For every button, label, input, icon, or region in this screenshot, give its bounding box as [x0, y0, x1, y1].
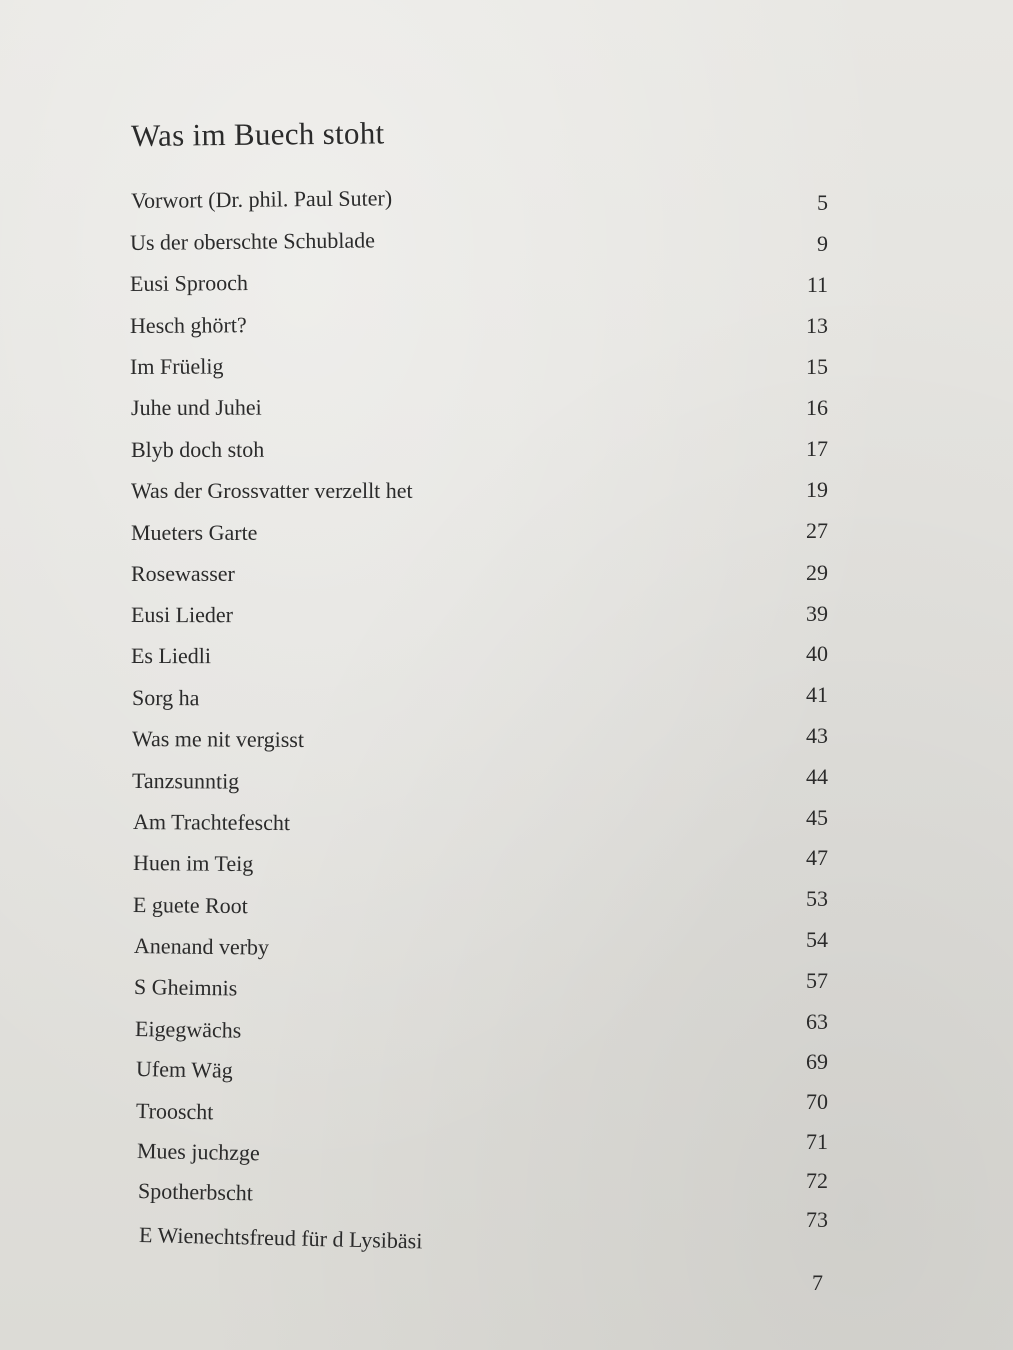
toc-entry-page: 40	[806, 641, 828, 666]
toc-entry-title: Tanzsunntig	[131, 768, 240, 794]
page-title: Was im Buech stoht	[130, 115, 385, 153]
toc-entry-title: Anenand verby	[133, 933, 270, 960]
toc-entry-page: 27	[806, 518, 828, 543]
toc-entry-page: 57	[806, 968, 828, 993]
toc-entry-title: Eusi Sprooch	[129, 269, 249, 296]
toc-entry-title: Was me nit vergisst	[131, 726, 305, 752]
toc-entry-page: 41	[806, 682, 828, 707]
toc-entry-title: S Gheimnis	[133, 974, 238, 1001]
toc-entry-title: Was der Grossvatter verzellt het	[131, 478, 413, 503]
toc-entry-page: 44	[806, 764, 828, 789]
toc-entry-title: Vorwort (Dr. phil. Paul Suter)	[130, 185, 393, 213]
toc-entry-title: Rosewasser	[131, 561, 235, 586]
toc-entry-page: 70	[806, 1089, 828, 1114]
toc-entry-page: 53	[806, 886, 828, 911]
toc-entry-page: 11	[806, 272, 828, 297]
toc-entry-page: 19	[806, 477, 828, 502]
toc-entry-page: 9	[817, 231, 828, 256]
toc-entry-title: Im Früelig	[129, 353, 224, 379]
toc-entry-title: Juhe und Juhei	[130, 394, 262, 420]
toc-entry-title: Trooscht	[135, 1098, 214, 1125]
page-number: 7	[812, 1270, 823, 1295]
toc-entry-title: Sorg ha	[131, 685, 200, 711]
toc-entry-page: 15	[806, 354, 828, 379]
toc-entry-title: Blyb doch stoh	[130, 436, 265, 462]
toc-entry-page: 39	[806, 601, 828, 626]
toc-entry-page: 73	[806, 1207, 828, 1232]
toc-entry-title: Mues juchzge	[136, 1138, 261, 1166]
toc-entry-title: Eigegwächs	[134, 1016, 242, 1043]
toc-entry-title: Ufem Wäg	[135, 1056, 233, 1083]
toc-entry-page: 69	[806, 1049, 828, 1074]
toc-entry-page: 29	[806, 560, 828, 585]
toc-entry-title: Spotherbscht	[137, 1178, 254, 1206]
toc-entry-title: Mueters Garte	[131, 520, 258, 545]
toc-entry-title: Eusi Lieder	[130, 602, 234, 628]
toc-entry-page: 5	[817, 190, 828, 215]
toc-entry-page: 43	[806, 723, 828, 748]
toc-entry-page: 45	[806, 805, 828, 830]
toc-entry-page: 72	[806, 1168, 828, 1193]
toc-entry-title: E guete Root	[132, 892, 249, 919]
toc-entry-page: 54	[806, 927, 828, 952]
toc-entry-title: Hesch ghört?	[129, 312, 247, 338]
toc-entry-page: 17	[806, 436, 828, 461]
toc-entry-title: E Wienechtsfreud für d Lysibäsi	[138, 1222, 423, 1254]
toc-entry-title: Us der oberschte Schublade	[129, 227, 376, 255]
toc-entry-page: 63	[806, 1009, 828, 1034]
toc-entry-title: Huen im Teig	[132, 850, 254, 877]
toc-entry-title: Es Liedli	[130, 643, 212, 669]
toc-entry-page: 47	[806, 845, 828, 870]
toc-entry-page: 13	[806, 313, 828, 338]
toc-entry-title: Am Trachtefescht	[132, 809, 291, 836]
toc-entry-page: 71	[806, 1129, 828, 1154]
toc-entry-page: 16	[806, 395, 828, 420]
